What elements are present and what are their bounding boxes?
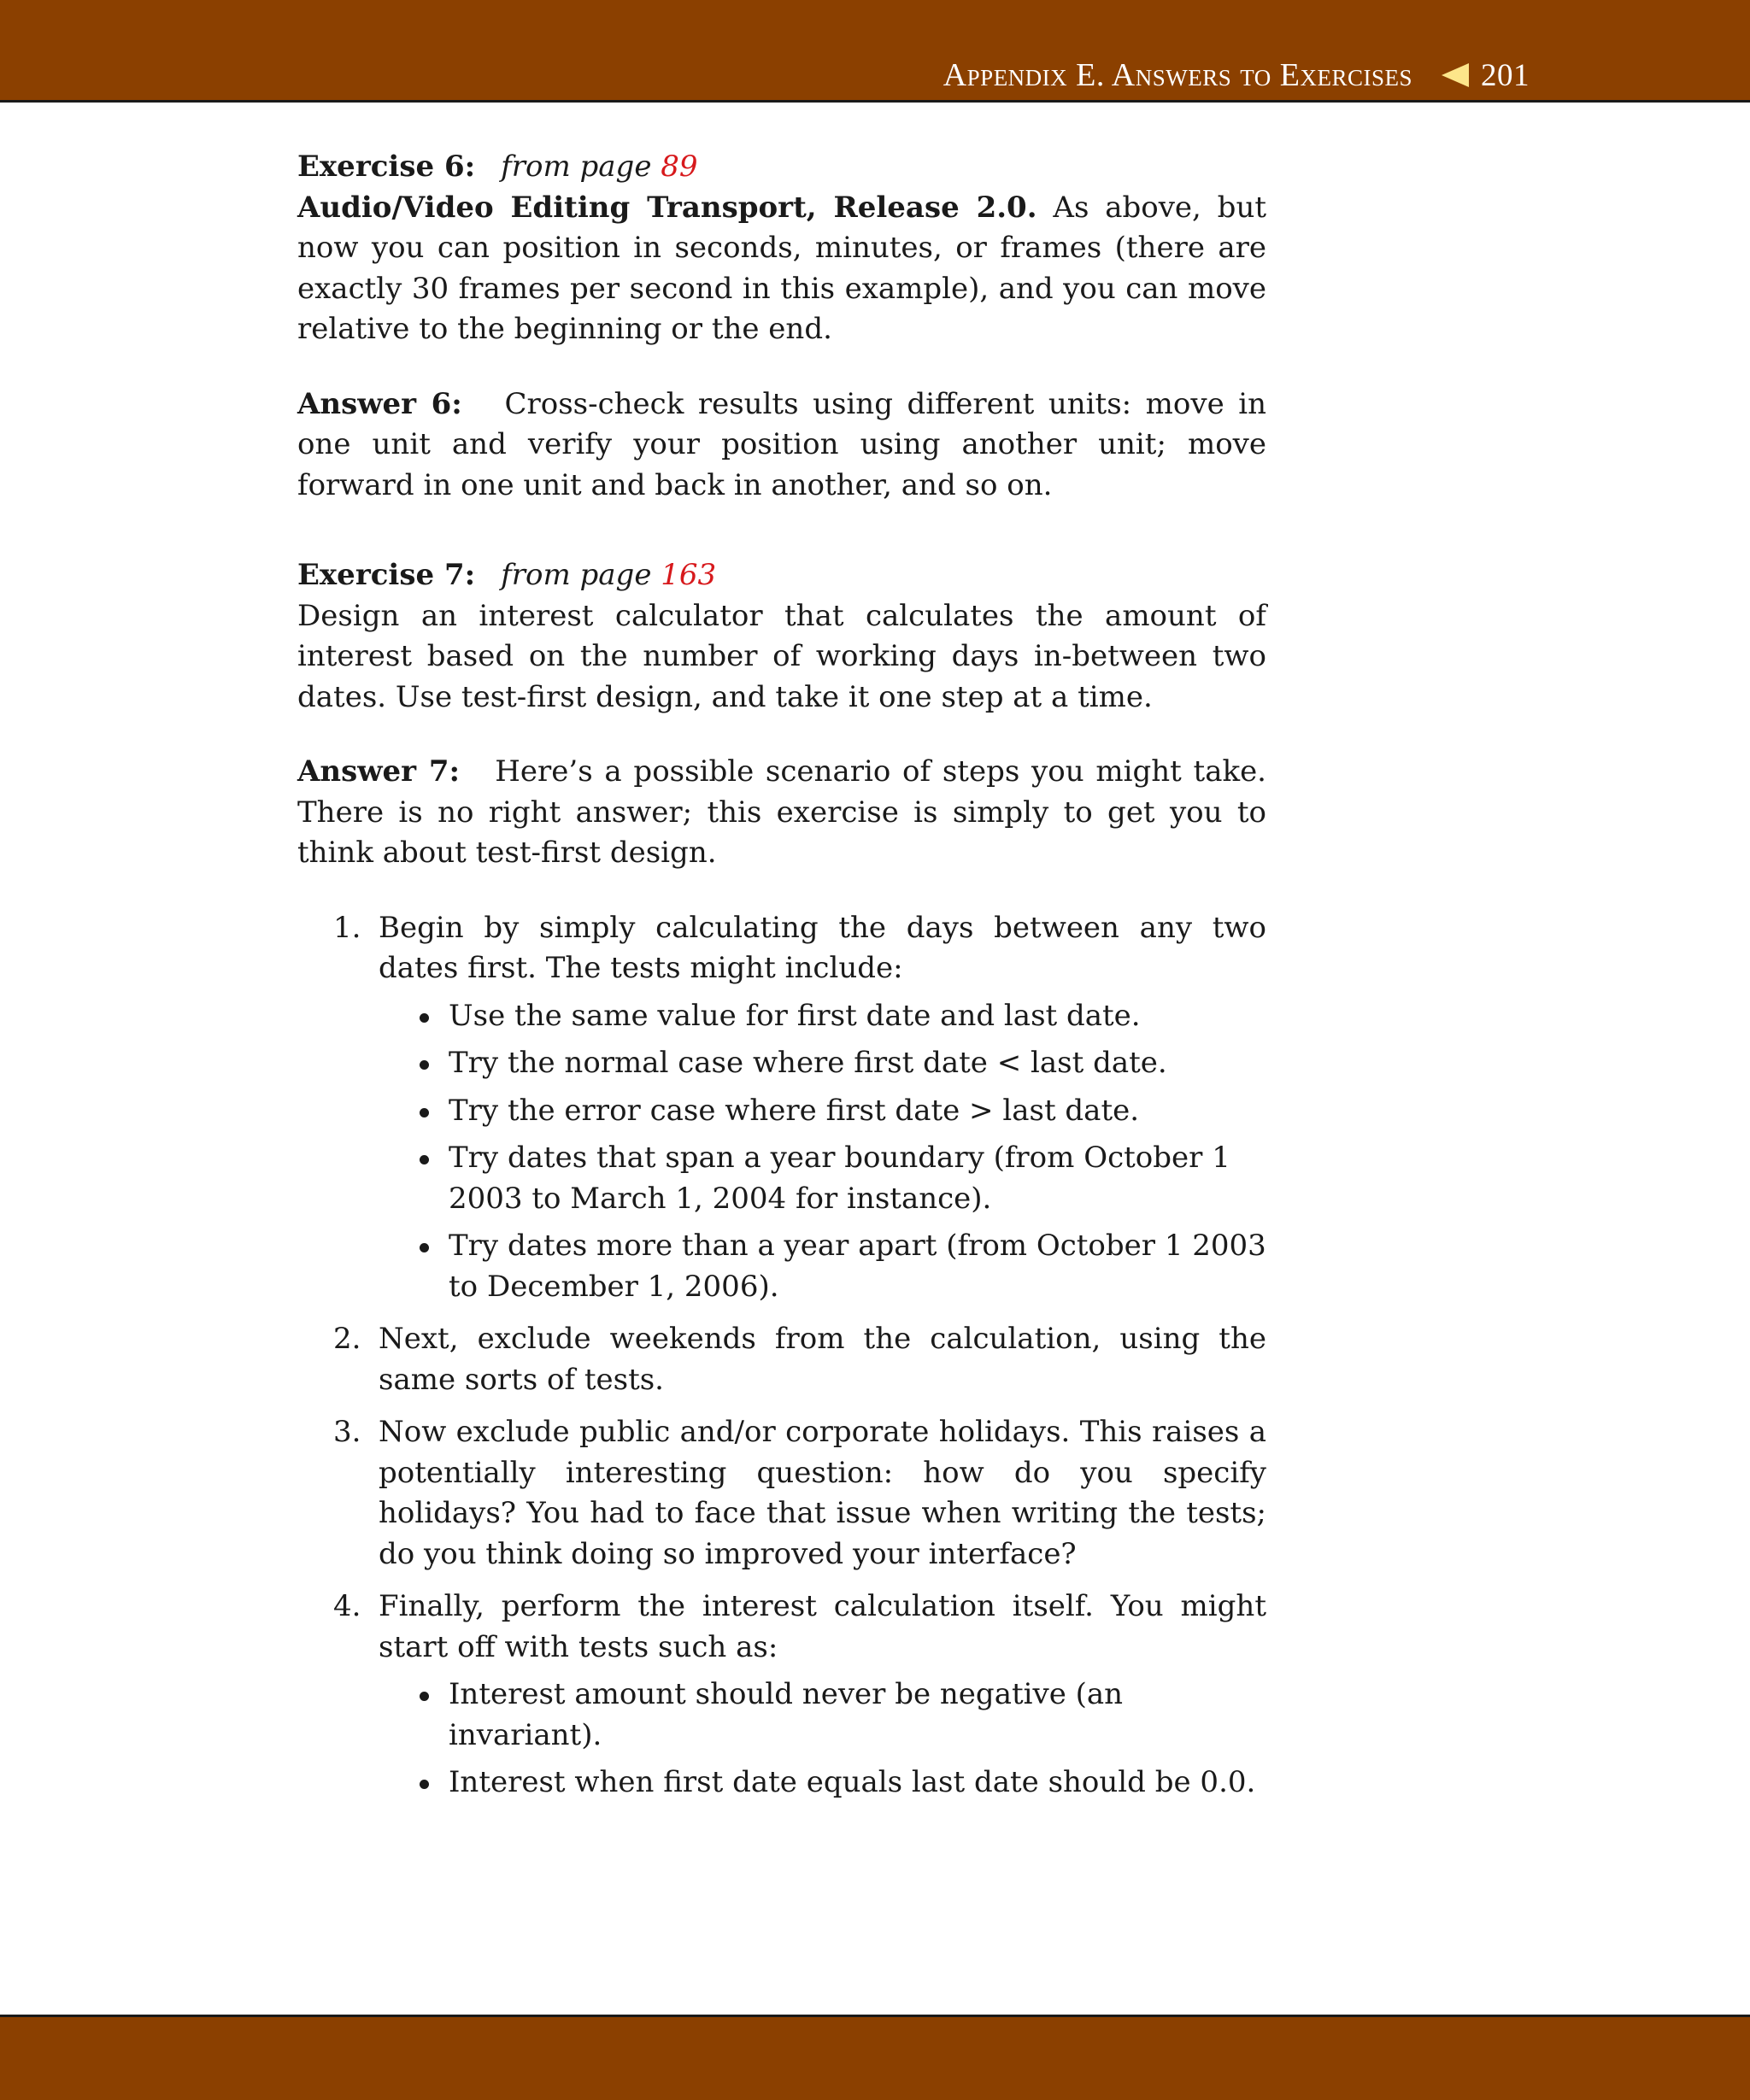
footer-band bbox=[0, 2015, 1750, 2100]
test-text: Try dates that span a year boundary (from October 1 2003 to March 1, 2004 for instance). bbox=[449, 1141, 1230, 1216]
test-text: Try the error case where first date > last date. bbox=[449, 1093, 1140, 1128]
answer-7-label: Answer 7: bbox=[297, 754, 461, 789]
exercise-6-body: As above, but now you can position in seconds, minutes, or frames (there are exactly 30 frames per second in this example), and you can move relative to the beginning or the end. bbox=[297, 190, 1267, 346]
step-1-tests bbox=[379, 996, 1266, 1308]
bullet-icon bbox=[420, 1692, 429, 1701]
exercise-6-from: from page bbox=[501, 150, 652, 184]
list-item bbox=[297, 908, 1266, 1308]
step-number: 4. bbox=[333, 1589, 361, 1623]
bullet-icon bbox=[420, 1155, 429, 1164]
list-item bbox=[379, 1138, 1266, 1219]
test-text: Try dates more than a year apart (from October 1 2003 to December 1, 2006). bbox=[449, 1229, 1266, 1304]
page-number: 201 bbox=[1481, 57, 1530, 93]
step-text: Next, exclude weekends from the calculation, using the same sorts of tests. bbox=[379, 1322, 1266, 1397]
exercise-6-title: Audio/Video Editing Transport, Release 2.0. bbox=[297, 190, 1037, 225]
running-header bbox=[943, 56, 1530, 94]
list-item bbox=[379, 1043, 1266, 1084]
test-text: Interest when first date equals last date should be 0.0. bbox=[449, 1765, 1256, 1799]
answer-6 bbox=[297, 384, 1266, 507]
list-item bbox=[379, 1226, 1266, 1307]
exercise-6-heading bbox=[297, 147, 1266, 188]
list-item bbox=[297, 1587, 1266, 1804]
exercise-7-from: from page bbox=[501, 558, 652, 592]
step-4-tests bbox=[379, 1675, 1266, 1804]
test-text: Try the normal case where first date < last date. bbox=[449, 1046, 1167, 1080]
step-text: Finally, perform the interest calculation itself. You might start off with tests such as: bbox=[379, 1589, 1266, 1664]
bullet-icon bbox=[420, 1013, 429, 1023]
list-item bbox=[379, 1763, 1266, 1804]
list-item bbox=[379, 1675, 1266, 1756]
header-band bbox=[0, 0, 1750, 103]
list-item bbox=[297, 1412, 1266, 1575]
test-text: Use the same value for first date and last date. bbox=[449, 998, 1141, 1033]
test-text: Interest amount should never be negative (an invariant). bbox=[449, 1677, 1124, 1752]
step-text: Begin by simply calculating the days between any two dates first. The tests might include: bbox=[379, 910, 1266, 985]
page-content bbox=[297, 147, 1266, 1816]
step-number: 3. bbox=[333, 1415, 361, 1449]
list-item bbox=[379, 1091, 1266, 1132]
answer-7-steps bbox=[297, 908, 1266, 1804]
exercise-6-label: Exercise 6: bbox=[297, 150, 476, 184]
exercise-6-text bbox=[297, 188, 1266, 350]
list-item bbox=[379, 996, 1266, 1037]
bullet-icon bbox=[420, 1060, 429, 1070]
exercise-7-label: Exercise 7: bbox=[297, 558, 476, 592]
step-number: 2. bbox=[333, 1322, 361, 1356]
step-text: Now exclude public and/or corporate holidays. This raises a potentially interesting question: how do you specify holidays? You had to face that issue when writing the tests; do you think doing so improved your interface? bbox=[379, 1415, 1266, 1571]
bullet-icon bbox=[420, 1108, 429, 1117]
answer-7-body: Here’s a possible scenario of steps you might take. There is no right answer; this exercise is simply to get you to think about test-first design. bbox=[297, 754, 1266, 870]
exercise-6-page-link[interactable]: 89 bbox=[661, 150, 698, 184]
exercise-7-body: Design an interest calculator that calculates the amount of interest based on the number of working days in-between two dates. Use test-first design, and take it one step at a time. bbox=[297, 598, 1266, 714]
list-item bbox=[297, 1319, 1266, 1400]
running-head-title: Appendix E. Answers to Exercises bbox=[943, 57, 1412, 93]
answer-6-label: Answer 6: bbox=[297, 386, 462, 421]
step-number: 1. bbox=[333, 910, 361, 945]
bullet-icon bbox=[420, 1243, 429, 1252]
bullet-icon bbox=[420, 1780, 429, 1789]
exercise-7-page-link[interactable]: 163 bbox=[661, 558, 717, 592]
answer-7 bbox=[297, 752, 1266, 874]
answer-6-body: Cross-check results using different units: move in one unit and verify your position using another unit; move forward in one unit and back in another, and so on. bbox=[297, 386, 1267, 502]
exercise-7-heading bbox=[297, 555, 1266, 596]
back-arrow-icon[interactable] bbox=[1442, 63, 1469, 87]
